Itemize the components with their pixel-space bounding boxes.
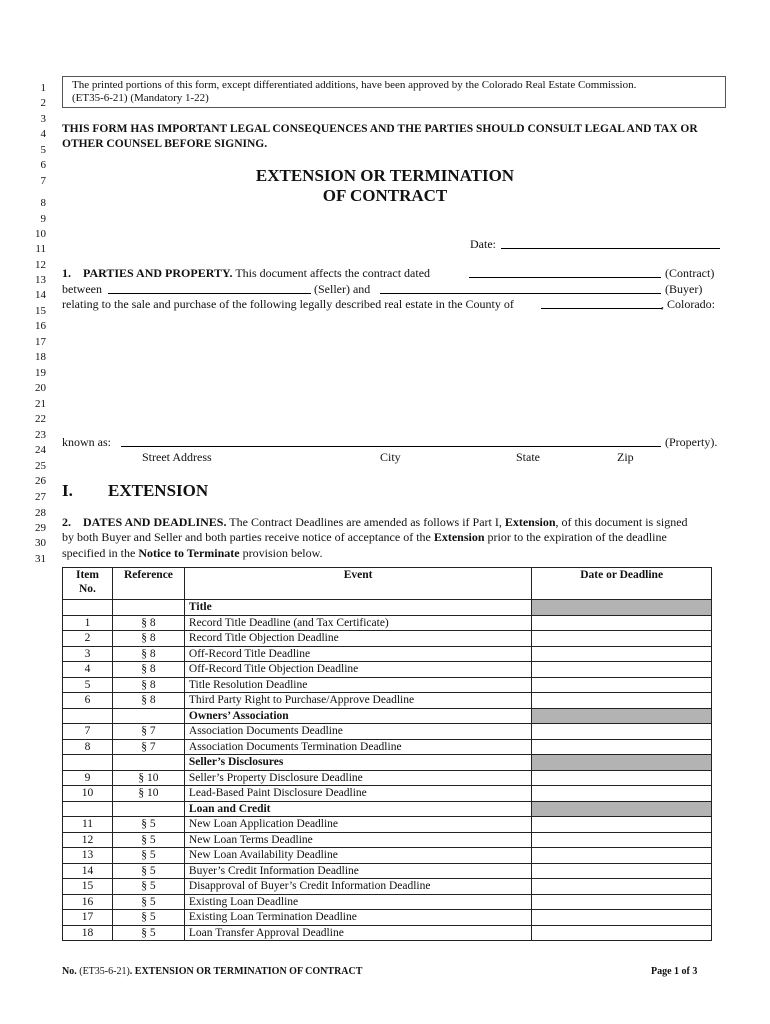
line-number: 4: [40, 128, 46, 140]
date-deadline-cell: [532, 600, 712, 616]
line-number: 26: [35, 475, 46, 487]
line-number: 25: [35, 460, 46, 472]
event-cell: Association Documents Deadline: [184, 724, 531, 740]
table-row: [63, 662, 712, 678]
item-no-cell: 9: [63, 770, 113, 786]
date-deadline-cell: [532, 801, 712, 817]
event-cell: Title Resolution Deadline: [184, 677, 531, 693]
known-as-label: known as:: [62, 435, 111, 449]
line-number: 11: [35, 243, 46, 255]
reference-cell: § 8: [112, 677, 184, 693]
section-heading-cell: Seller’s Disclosures: [184, 755, 531, 771]
item-no-cell: 14: [63, 863, 113, 879]
event-cell: Loan Transfer Approval Deadline: [184, 925, 531, 941]
date-deadline-cell[interactable]: [532, 693, 712, 709]
table-row: [63, 910, 712, 926]
line-number: 10: [35, 228, 46, 240]
line-number: 31: [35, 553, 46, 565]
zip-label: Zip: [617, 450, 634, 464]
item-no-cell: 16: [63, 894, 113, 910]
seller-field[interactable]: [108, 293, 311, 294]
event-cell: Record Title Objection Deadline: [184, 631, 531, 647]
event-cell: Record Title Deadline (and Tax Certificate): [184, 615, 531, 631]
line-number: 13: [35, 274, 46, 286]
table-row: [63, 925, 712, 941]
section2-text: , of this document is signed: [555, 515, 688, 529]
event-cell: New Loan Terms Deadline: [184, 832, 531, 848]
item-no-cell: [63, 708, 113, 724]
buyer-field[interactable]: [380, 293, 661, 294]
table-row: [63, 894, 712, 910]
table-section-row: [63, 708, 712, 724]
line-number: 2: [40, 97, 46, 109]
date-deadline-cell[interactable]: [532, 863, 712, 879]
item-no-cell: [63, 755, 113, 771]
footer-code: (ET35-6-21): [79, 966, 130, 977]
document-title-line1: EXTENSION OR TERMINATION: [255, 166, 515, 185]
reference-cell: § 5: [112, 910, 184, 926]
footer-page-number: Page 1 of 3: [651, 966, 698, 977]
date-deadline-cell: [532, 755, 712, 771]
table-section-row: [63, 801, 712, 817]
section1-line: [62, 266, 430, 280]
table-row: [63, 693, 712, 709]
table-row: [63, 631, 712, 647]
line-number: 29: [35, 522, 46, 534]
date-deadline-cell[interactable]: [532, 817, 712, 833]
reference-cell: § 5: [112, 894, 184, 910]
item-no-cell: 3: [63, 646, 113, 662]
contract-label: (Contract): [665, 266, 715, 280]
header-event: Event: [184, 568, 531, 600]
document-title-line2: OF CONTRACT: [322, 186, 448, 205]
between-label: between: [62, 282, 102, 296]
item-no-cell: 15: [63, 879, 113, 895]
reference-cell: § 10: [112, 770, 184, 786]
item-no-cell: [63, 600, 113, 616]
date-deadline-cell: [532, 708, 712, 724]
line-number: 7: [40, 175, 46, 187]
item-no-cell: 2: [63, 631, 113, 647]
line-number: 28: [35, 507, 46, 519]
date-deadline-cell[interactable]: [532, 925, 712, 941]
table-row: [63, 646, 712, 662]
event-cell: Off-Record Title Deadline: [184, 646, 531, 662]
buyer-label: (Buyer): [665, 282, 703, 296]
line-number: 12: [35, 259, 46, 271]
table-row: [63, 832, 712, 848]
event-cell: Existing Loan Termination Deadline: [184, 910, 531, 926]
line-number: 23: [35, 429, 46, 441]
section2-bold: Extension: [504, 515, 556, 529]
property-address-field[interactable]: [121, 446, 661, 447]
date-deadline-cell[interactable]: [532, 677, 712, 693]
reference-cell: § 5: [112, 832, 184, 848]
line-number: 22: [35, 413, 46, 425]
reference-cell: § 5: [112, 817, 184, 833]
reference-cell: [112, 801, 184, 817]
event-cell: Third Party Right to Purchase/Approve Deadline: [184, 693, 531, 709]
header-item-no: Item No.: [63, 568, 113, 600]
table-row: [63, 739, 712, 755]
property-label: (Property).: [665, 435, 718, 449]
city-label: City: [380, 450, 401, 464]
date-deadline-cell[interactable]: [532, 739, 712, 755]
reference-cell: [112, 755, 184, 771]
reference-cell: § 7: [112, 739, 184, 755]
date-deadline-cell[interactable]: [532, 848, 712, 864]
reference-cell: § 5: [112, 879, 184, 895]
county-field[interactable]: [541, 308, 662, 309]
header-date-deadline: Date or Deadline: [532, 568, 712, 600]
date-deadline-cell[interactable]: [532, 832, 712, 848]
part1-numeral: I.: [62, 481, 73, 500]
section2-line2: [62, 530, 667, 544]
reference-cell: § 8: [112, 646, 184, 662]
line-number: 21: [35, 398, 46, 410]
line-number: 16: [35, 320, 46, 332]
reference-cell: § 8: [112, 662, 184, 678]
line-number: 24: [35, 444, 46, 456]
seller-label: (Seller) and: [314, 282, 371, 296]
event-cell: Existing Loan Deadline: [184, 894, 531, 910]
date-deadline-cell[interactable]: [532, 786, 712, 802]
part1-title: EXTENSION: [108, 481, 209, 500]
header-reference: Reference: [112, 568, 184, 600]
section2-text: specified in the: [62, 546, 136, 560]
date-deadline-cell[interactable]: [532, 646, 712, 662]
item-no-cell: [63, 801, 113, 817]
event-cell: New Loan Availability Deadline: [184, 848, 531, 864]
section-heading-cell: Loan and Credit: [184, 801, 531, 817]
section1-heading: 1. PARTIES AND PROPERTY.: [62, 266, 233, 280]
contract-date-field[interactable]: [469, 277, 661, 278]
reference-cell: § 8: [112, 615, 184, 631]
reference-cell: § 5: [112, 925, 184, 941]
date-deadline-cell[interactable]: [532, 615, 712, 631]
footer-no: No.: [62, 966, 77, 977]
section2-text: The Contract Deadlines are amended as follows if Part I,: [229, 515, 502, 529]
legal-warning-line1: THIS FORM HAS IMPORTANT LEGAL CONSEQUENCES AND THE PARTIES SHOULD CONSULT LEGAL AND TAX OR: [62, 123, 698, 135]
table-section-row: [63, 755, 712, 771]
deadlines-table: [62, 567, 712, 941]
reference-cell: [112, 600, 184, 616]
line-number: 14: [35, 289, 46, 301]
event-cell: New Loan Application Deadline: [184, 817, 531, 833]
event-cell: Off-Record Title Objection Deadline: [184, 662, 531, 678]
reference-cell: § 7: [112, 724, 184, 740]
section-heading-cell: Title: [184, 600, 531, 616]
line-number: 19: [35, 367, 46, 379]
section2-text: by both Buyer and Seller and both parties receive notice of acceptance of the: [62, 530, 431, 544]
item-no-cell: 6: [63, 693, 113, 709]
line-number: 15: [35, 305, 46, 317]
date-label: Date:: [470, 237, 496, 251]
event-cell: Buyer’s Credit Information Deadline: [184, 863, 531, 879]
date-deadline-cell[interactable]: [532, 894, 712, 910]
event-cell: Lead-Based Paint Disclosure Deadline: [184, 786, 531, 802]
date-deadline-cell[interactable]: [532, 770, 712, 786]
line-number: 30: [35, 537, 46, 549]
line-number: 5: [40, 144, 46, 156]
section-heading-cell: Owners’ Association: [184, 708, 531, 724]
line-number: 18: [35, 351, 46, 363]
item-no-cell: 5: [63, 677, 113, 693]
table-row: [63, 770, 712, 786]
date-deadline-cell[interactable]: [532, 724, 712, 740]
relating-text: relating to the sale and purchase of the following legally described real estate in the County of: [62, 297, 514, 311]
item-no-cell: 13: [63, 848, 113, 864]
table-row: [63, 879, 712, 895]
colorado-label: , Colorado:: [661, 297, 715, 311]
date-deadline-cell[interactable]: [532, 631, 712, 647]
approval-notice-line2: (ET35-6-21) (Mandatory 1-22): [72, 92, 209, 104]
reference-cell: § 8: [112, 693, 184, 709]
section2-line1: [62, 515, 688, 529]
line-number: 1: [40, 82, 46, 94]
legal-description-field[interactable]: [62, 316, 722, 432]
section2-bold: Notice to Terminate: [138, 546, 240, 560]
item-no-cell: 10: [63, 786, 113, 802]
table-row: [63, 677, 712, 693]
table-row: [63, 786, 712, 802]
line-number: 27: [35, 491, 46, 503]
legal-warning-line2: OTHER COUNSEL BEFORE SIGNING.: [62, 138, 268, 150]
item-no-cell: 12: [63, 832, 113, 848]
event-cell: Disapproval of Buyer’s Credit Information Deadline: [184, 879, 531, 895]
table-row: [63, 848, 712, 864]
section2-bold: Extension: [433, 530, 485, 544]
line-number: 17: [35, 336, 46, 348]
footer-title: . EXTENSION OR TERMINATION OF CONTRACT: [129, 966, 363, 977]
approval-notice-box: [62, 76, 726, 108]
reference-cell: § 5: [112, 848, 184, 864]
line-number: 20: [35, 382, 46, 394]
reference-cell: [112, 708, 184, 724]
table-row: [63, 615, 712, 631]
table-row: [63, 724, 712, 740]
item-no-cell: 8: [63, 739, 113, 755]
line-number: 6: [40, 159, 46, 171]
item-no-cell: 1: [63, 615, 113, 631]
date-deadline-cell[interactable]: [532, 910, 712, 926]
table-row: [63, 863, 712, 879]
section2-heading: 2. DATES AND DEADLINES.: [62, 515, 227, 529]
line-number: 9: [40, 213, 46, 225]
item-no-cell: 18: [63, 925, 113, 941]
section2-text: provision below.: [242, 546, 323, 560]
state-label: State: [516, 450, 540, 464]
section2-line3: [62, 546, 323, 560]
table-section-row: [63, 600, 712, 616]
reference-cell: § 5: [112, 863, 184, 879]
date-field[interactable]: [501, 248, 720, 249]
reference-cell: § 8: [112, 631, 184, 647]
item-no-cell: 4: [63, 662, 113, 678]
line-number: 3: [40, 113, 46, 125]
date-deadline-cell[interactable]: [532, 662, 712, 678]
line-number: 8: [40, 197, 46, 209]
section1-text: This document affects the contract dated: [235, 266, 431, 280]
date-deadline-cell[interactable]: [532, 879, 712, 895]
footer-form-id: [62, 966, 362, 977]
approval-notice-line1: The printed portions of this form, except differentiated additions, have been approved by the Colorado Real Estate Commission.: [72, 79, 637, 91]
event-cell: Association Documents Termination Deadline: [184, 739, 531, 755]
reference-cell: § 10: [112, 786, 184, 802]
street-address-label: Street Address: [142, 450, 212, 464]
item-no-cell: 7: [63, 724, 113, 740]
item-no-cell: 17: [63, 910, 113, 926]
table-row: [63, 817, 712, 833]
section2-text: prior to the expiration of the deadline: [487, 530, 667, 544]
table-header-row: [63, 568, 712, 600]
item-no-cell: 11: [63, 817, 113, 833]
event-cell: Seller’s Property Disclosure Deadline: [184, 770, 531, 786]
